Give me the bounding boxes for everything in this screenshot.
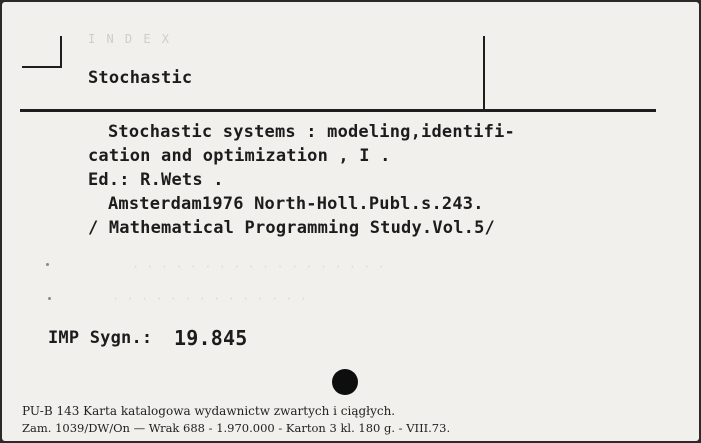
footer-line-1: PU-B 143 Karta katalogowa wydawnictw zwartych i ciągłych. xyxy=(22,404,396,418)
entry-editor-line: Ed.: R.Wets . xyxy=(88,170,224,190)
entry-title-line-2: cation and optimization , I . xyxy=(88,146,391,166)
subject-heading: Stochastic xyxy=(88,68,193,88)
entry-title-line-1: Stochastic systems : modeling,identifi- xyxy=(108,122,515,142)
faint-index-label: I N D E X xyxy=(88,32,172,46)
stray-dot-2 xyxy=(48,297,51,300)
signature-label: IMP Sygn.: xyxy=(48,328,153,348)
header-horizontal-rule xyxy=(20,109,656,112)
bleed-through-line-1: · · · · · · · · · · · · · · · · · · xyxy=(132,260,385,274)
bleed-through-line-2: · · · · · · · · · · · · · · xyxy=(112,292,308,306)
entry-publisher-line: Amsterdam1976 North-Holl.Publ.s.243. xyxy=(108,194,484,214)
card-punch-hole xyxy=(332,369,358,395)
signature-number: 19.845 xyxy=(174,326,248,350)
catalog-card xyxy=(2,2,699,441)
corner-mark-vertical xyxy=(60,36,62,68)
header-vertical-rule xyxy=(483,36,485,112)
corner-mark-horizontal xyxy=(22,66,62,68)
entry-series-line: / Mathematical Programming Study.Vol.5/ xyxy=(88,218,495,238)
footer-line-2: Zam. 1039/DW/On — Wrak 688 - 1.970.000 - Karton 3 kl. 180 g. - VIII.73. xyxy=(22,421,451,435)
stray-dot-1 xyxy=(46,263,49,266)
